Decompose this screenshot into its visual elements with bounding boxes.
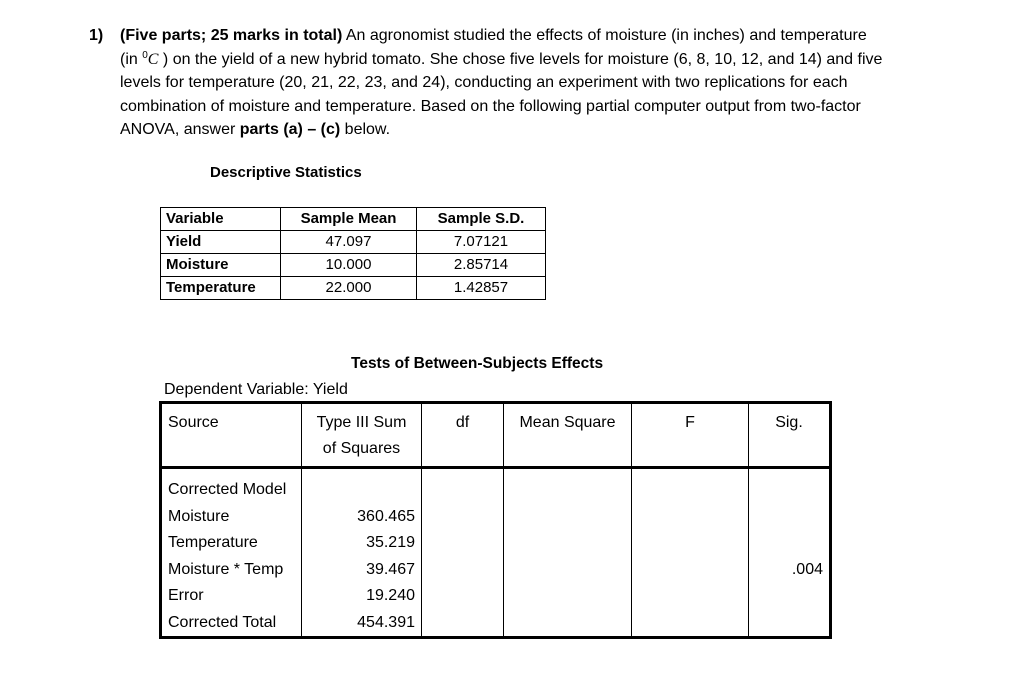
question-text-1: An agronomist studied the effects of moisture (in inches) and temperature [342, 27, 867, 44]
anova-row [161, 504, 831, 531]
f-value [632, 530, 749, 557]
sig-value [749, 530, 831, 557]
ms-value [504, 530, 632, 557]
descriptive-header-row [161, 208, 546, 231]
f-value [632, 504, 749, 531]
header-df: df [422, 403, 504, 468]
f-value [632, 583, 749, 610]
header-ss-line2: of Squares [322, 440, 401, 457]
descriptive-stats-table [160, 207, 546, 300]
question-text-2a: (in [120, 50, 143, 68]
source-label: Error [161, 583, 302, 610]
question-bold-lead: (Five parts; 25 marks in total) [120, 27, 343, 44]
anova-header-row [161, 403, 831, 468]
ss-value: 360.465 [302, 504, 422, 531]
question-text-2b: ) on the yield of a new hybrid tomato. She chose five levels for moisture (6, 8, 10, 12, and 14) and five levels for temperature (20, 21, 22, 23, and 24), conducting an experiment with two replications for each combination of moisture and temperature. Based on the following partial computer output from two-factor ANOVA, answer [120, 50, 883, 138]
df-value [422, 610, 504, 638]
sample-sd-value: 7.07121 [417, 231, 546, 254]
ss-value: 454.391 [302, 610, 422, 638]
header-variable: Variable [161, 208, 281, 231]
question-number: 1) [89, 27, 104, 44]
sample-mean-value: 10.000 [281, 254, 417, 277]
source-label: Moisture * Temp [161, 557, 302, 584]
ms-value [504, 557, 632, 584]
ss-value [302, 477, 422, 504]
degree-superscript: 0 [142, 49, 148, 61]
df-value [422, 504, 504, 531]
ms-value [504, 610, 632, 638]
anova-spacer-row [161, 468, 831, 478]
sample-sd-value: 2.85714 [417, 254, 546, 277]
sample-sd-value: 1.42857 [417, 277, 546, 300]
source-label: Corrected Total [161, 610, 302, 638]
sig-value [749, 610, 831, 638]
question-text [120, 24, 920, 142]
anova-row [161, 557, 831, 584]
variable-label: Moisture [161, 254, 281, 277]
source-label: Corrected Model [161, 477, 302, 504]
sample-mean-value: 47.097 [281, 231, 417, 254]
variable-label: Yield [161, 231, 281, 254]
df-value [422, 530, 504, 557]
dependent-variable-label: Dependent Variable: Yield [164, 381, 348, 398]
f-value [632, 610, 749, 638]
anova-row [161, 477, 831, 504]
df-value [422, 557, 504, 584]
df-value [422, 477, 504, 504]
anova-table [159, 401, 832, 639]
anova-row [161, 530, 831, 557]
sig-value [749, 583, 831, 610]
anova-row [161, 610, 831, 638]
question-text-end: below. [340, 121, 391, 138]
header-sig: Sig. [749, 403, 831, 468]
header-ss-line1: Type III Sum [316, 414, 407, 431]
sig-value: .004 [749, 557, 831, 584]
ms-value [504, 583, 632, 610]
ss-value: 39.467 [302, 557, 422, 584]
f-value [632, 557, 749, 584]
degree-unit: C [147, 50, 159, 68]
source-label: Temperature [161, 530, 302, 557]
source-label: Moisture [161, 504, 302, 531]
ss-value: 35.219 [302, 530, 422, 557]
header-mean-square: Mean Square [504, 403, 632, 468]
descriptive-row [161, 254, 546, 277]
header-f: F [632, 403, 749, 468]
descriptive-row [161, 277, 546, 300]
header-sample-mean: Sample Mean [281, 208, 417, 231]
ss-value: 19.240 [302, 583, 422, 610]
ms-value [504, 504, 632, 531]
question-bold-parts: parts (a) – (c) [239, 121, 341, 138]
descriptive-row [161, 231, 546, 254]
anova-title: Tests of Between-Subjects Effects [351, 355, 604, 372]
sig-value [749, 504, 831, 531]
header-sum-of-squares [302, 403, 422, 468]
header-source: Source [161, 403, 302, 468]
f-value [632, 477, 749, 504]
anova-row [161, 583, 831, 610]
header-sample-sd: Sample S.D. [417, 208, 546, 231]
ms-value [504, 477, 632, 504]
sample-mean-value: 22.000 [281, 277, 417, 300]
df-value [422, 583, 504, 610]
descriptive-stats-title: Descriptive Statistics [210, 164, 362, 181]
variable-label: Temperature [161, 277, 281, 300]
sig-value [749, 477, 831, 504]
